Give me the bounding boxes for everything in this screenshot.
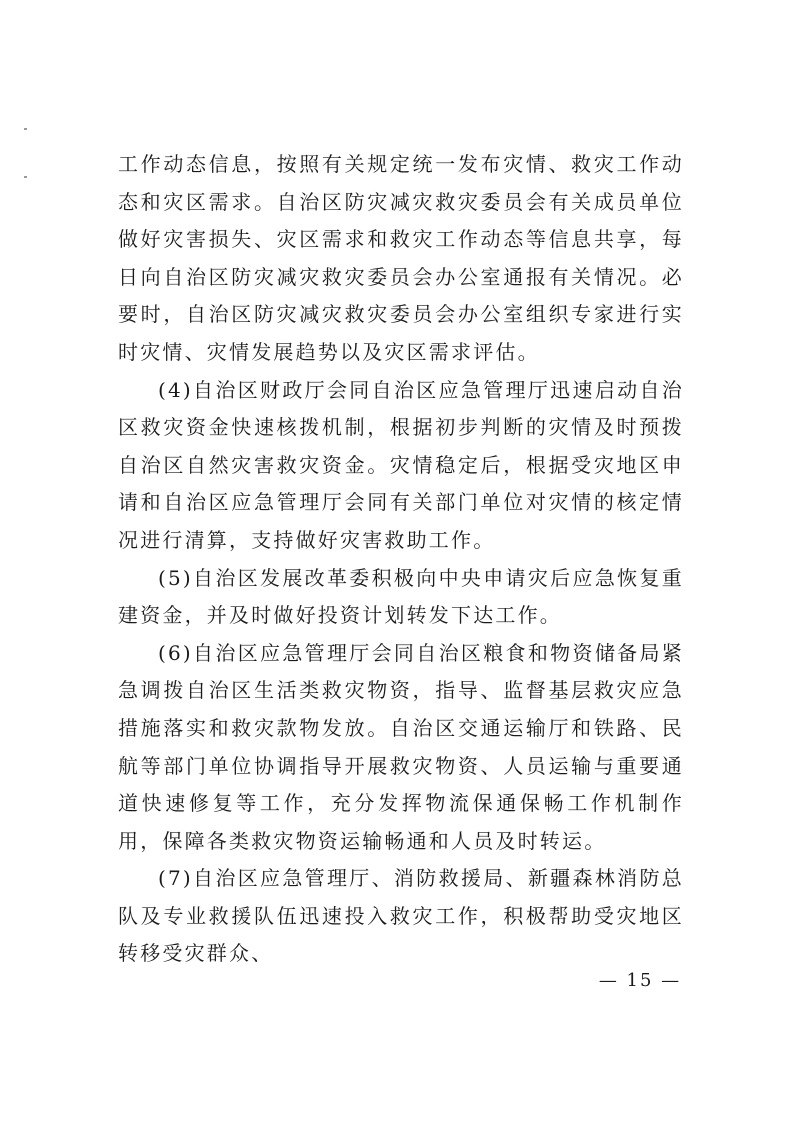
scan-mark bbox=[24, 128, 27, 130]
paragraph-4: (4)自治区财政厅会同自治区应急管理厅迅速启动自治区救灾资金快速核拨机制，根据初步判断的灾情及时预拨自治区自然灾害救灾资金。灾情稳定后，根据受灾地区申请和自治区应急管理厅会同有关部门单位对灾情的核定情况进行清算，支持做好灾害救助工作。 bbox=[118, 377, 684, 552]
body-text bbox=[118, 146, 684, 973]
paragraph-5: (5)自治区发展改革委积极向中央申请灾后应急恢复重建资金，并及时做好投资计划转发下达工作。 bbox=[118, 565, 684, 628]
paragraph-7: (7)自治区应急管理厅、消防救援局、新疆森林消防总队及专业救援队伍迅速投入救灾工作，积极帮助受灾地区转移受灾群众、 bbox=[118, 866, 684, 966]
paragraph-continuation: 工作动态信息，按照有关规定统一发布灾情、救灾工作动态和灾区需求。自治区防灾减灾救灾委员会有关成员单位做好灾害损失、灾区需求和救灾工作动态等信息共享，每日向自治区防灾减灾救灾委员会办公室通报有关情况。必要时，自治区防灾减灾救灾委员会办公室组织专家进行实时灾情、灾情发展趋势以及灾区需求评估。 bbox=[118, 152, 684, 364]
scan-mark bbox=[24, 176, 27, 178]
paragraph-6: (6)自治区应急管理厅会同自治区粮食和物资储备局紧急调拨自治区生活类救灾物资，指导、监督基层救灾应急措施落实和救灾款物发放。自治区交通运输厅和铁路、民航等部门单位协调指导开展救灾物资、人员运输与重要通道快速修复等工作，充分发挥物流保通保畅工作机制作用，保障各类救灾物资运输畅通和人员及时转运。 bbox=[118, 640, 684, 853]
page-number: — 15 — bbox=[598, 970, 682, 991]
